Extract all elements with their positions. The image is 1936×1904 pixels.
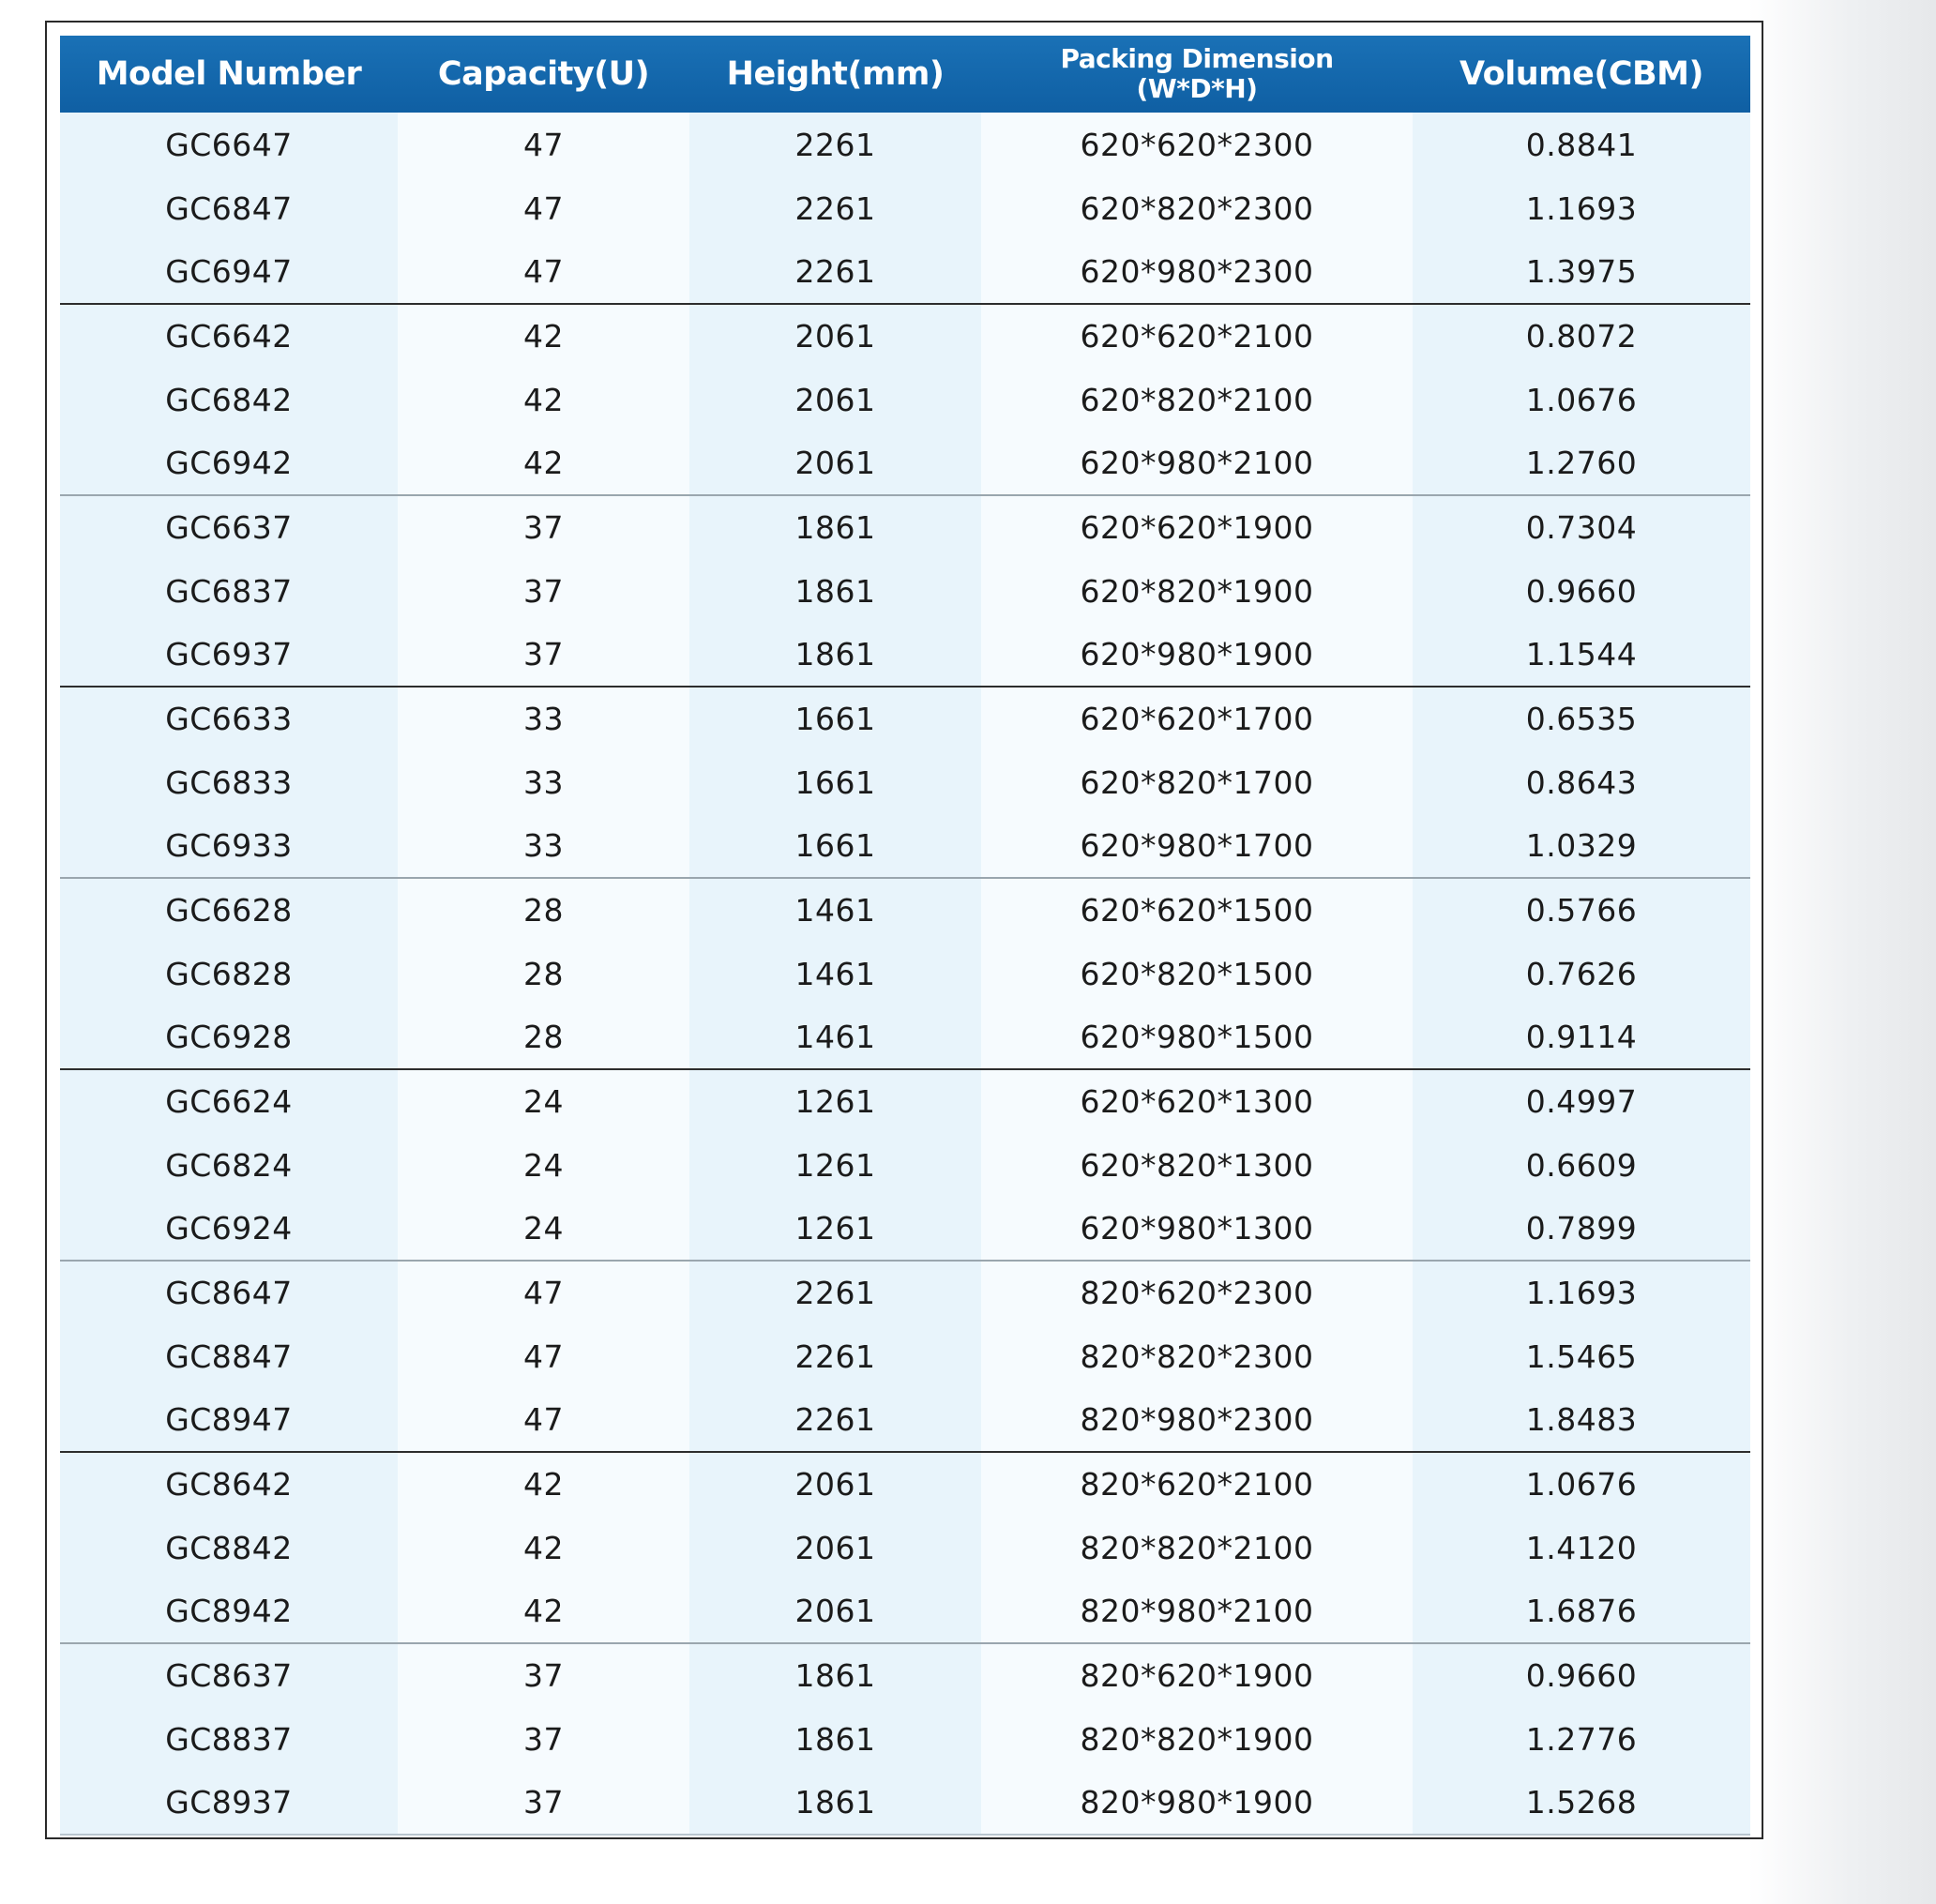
cell-height: 1861 [689,1771,981,1835]
cell-capacity: 37 [398,1707,689,1771]
cell-height: 2061 [689,1516,981,1579]
cell-capacity: 24 [398,1197,689,1261]
cell-height: 2061 [689,304,981,368]
cell-volume: 1.2760 [1413,431,1750,495]
cell-height: 1461 [689,878,981,942]
cell-height: 2061 [689,1452,981,1516]
cell-capacity: 42 [398,1452,689,1516]
cell-volume: 0.7304 [1413,495,1750,559]
cell-height: 2261 [689,240,981,304]
cell-model-number: GC8837 [60,1707,398,1771]
cell-height: 1661 [689,814,981,878]
cell-volume: 0.9660 [1413,1643,1750,1707]
cell-height: 1261 [689,1133,981,1197]
table-row [60,942,1750,1005]
cell-volume: 1.3975 [1413,240,1750,304]
cell-packing-dimension: 620*980*1900 [981,623,1413,687]
cell-model-number: GC6824 [60,1133,398,1197]
table-row [60,1516,1750,1579]
cell-height: 2261 [689,113,981,176]
cell-height: 1461 [689,1005,981,1069]
cell-capacity: 47 [398,1388,689,1452]
table-row [60,1388,1750,1452]
cell-volume: 0.6535 [1413,687,1750,750]
cell-capacity: 28 [398,1005,689,1069]
cell-capacity: 24 [398,1069,689,1133]
table-row [60,559,1750,623]
cell-capacity: 37 [398,1771,689,1835]
cell-packing-dimension: 820*820*2300 [981,1324,1413,1388]
table-body [60,113,1750,1835]
table-row [60,1324,1750,1388]
cell-model-number: GC6933 [60,814,398,878]
cell-capacity: 42 [398,1579,689,1643]
cell-model-number: GC6624 [60,1069,398,1133]
table-row [60,1707,1750,1771]
cell-model-number: GC6847 [60,176,398,240]
spec-table-wrapper [60,36,1750,1836]
cell-packing-dimension: 620*820*2100 [981,368,1413,431]
cell-volume: 1.8483 [1413,1388,1750,1452]
cell-capacity: 28 [398,878,689,942]
cell-capacity: 47 [398,1261,689,1324]
cell-packing-dimension: 620*820*1700 [981,750,1413,814]
header-packing-dimension-sub: (W*D*H) [1136,73,1258,104]
header-capacity: Capacity(U) [437,55,650,93]
cell-packing-dimension: 620*620*1500 [981,878,1413,942]
table-row [60,1579,1750,1643]
table-row [60,1069,1750,1133]
cell-capacity: 47 [398,240,689,304]
header-model-number: Model Number [96,55,362,93]
cell-volume: 1.5268 [1413,1771,1750,1835]
cell-model-number: GC8942 [60,1579,398,1643]
cell-model-number: GC6633 [60,687,398,750]
cell-packing-dimension: 620*980*2100 [981,431,1413,495]
cell-packing-dimension: 620*980*2300 [981,240,1413,304]
cell-model-number: GC6942 [60,431,398,495]
table-row [60,368,1750,431]
table-row [60,1452,1750,1516]
cell-packing-dimension: 620*620*1700 [981,687,1413,750]
cell-model-number: GC6828 [60,942,398,1005]
cell-capacity: 42 [398,1516,689,1579]
cell-capacity: 37 [398,1643,689,1707]
cell-height: 2261 [689,1388,981,1452]
cell-packing-dimension: 820*620*1900 [981,1643,1413,1707]
cell-volume: 1.0676 [1413,1452,1750,1516]
cell-capacity: 42 [398,304,689,368]
cell-height: 2061 [689,1579,981,1643]
header-packing-dimension-label: Packing Dimension [1060,43,1334,74]
cell-model-number: GC8937 [60,1771,398,1835]
cell-packing-dimension: 820*620*2100 [981,1452,1413,1516]
table-row [60,113,1750,176]
cell-model-number: GC6947 [60,240,398,304]
cell-packing-dimension: 620*980*1700 [981,814,1413,878]
cell-volume: 1.0329 [1413,814,1750,878]
cell-height: 1861 [689,1707,981,1771]
cell-packing-dimension: 820*820*1900 [981,1707,1413,1771]
cell-volume: 1.6876 [1413,1579,1750,1643]
cell-volume: 0.5766 [1413,878,1750,942]
cell-model-number: GC6842 [60,368,398,431]
cell-height: 1861 [689,623,981,687]
cell-packing-dimension: 820*820*2100 [981,1516,1413,1579]
cell-capacity: 37 [398,495,689,559]
header-row [60,36,1750,113]
cell-capacity: 33 [398,814,689,878]
cell-model-number: GC6937 [60,623,398,687]
cell-packing-dimension: 620*820*1500 [981,942,1413,1005]
table-row [60,878,1750,942]
table-row [60,1261,1750,1324]
cell-volume: 0.6609 [1413,1133,1750,1197]
cell-model-number: GC6928 [60,1005,398,1069]
cell-volume: 1.1693 [1413,1261,1750,1324]
cell-volume: 1.4120 [1413,1516,1750,1579]
header-height: Height(mm) [726,55,945,93]
cell-height: 1661 [689,750,981,814]
cell-packing-dimension: 820*620*2300 [981,1261,1413,1324]
cell-model-number: GC6924 [60,1197,398,1261]
cell-model-number: GC8647 [60,1261,398,1324]
cell-capacity: 47 [398,113,689,176]
cell-packing-dimension: 620*980*1300 [981,1197,1413,1261]
cell-packing-dimension: 620*820*1300 [981,1133,1413,1197]
cell-height: 1261 [689,1197,981,1261]
cell-volume: 1.5465 [1413,1324,1750,1388]
table-row [60,1197,1750,1261]
cell-model-number: GC6647 [60,113,398,176]
cell-packing-dimension: 820*980*2300 [981,1388,1413,1452]
cell-height: 1861 [689,1643,981,1707]
cell-volume: 0.8072 [1413,304,1750,368]
cell-height: 1461 [689,942,981,1005]
cell-volume: 0.7626 [1413,942,1750,1005]
table-row [60,1643,1750,1707]
cell-volume: 0.8841 [1413,113,1750,176]
cell-packing-dimension: 620*820*2300 [981,176,1413,240]
cell-height: 2261 [689,176,981,240]
cell-height: 1861 [689,559,981,623]
table-row [60,176,1750,240]
cell-packing-dimension: 820*980*1900 [981,1771,1413,1835]
cell-packing-dimension: 620*620*1900 [981,495,1413,559]
cell-capacity: 47 [398,176,689,240]
cell-height: 2261 [689,1261,981,1324]
table-row [60,240,1750,304]
header-packing-dimension [981,36,1413,113]
cell-volume: 0.9660 [1413,559,1750,623]
cell-model-number: GC8842 [60,1516,398,1579]
cell-volume: 0.9114 [1413,1005,1750,1069]
cell-packing-dimension: 620*980*1500 [981,1005,1413,1069]
cell-packing-dimension: 620*620*2300 [981,113,1413,176]
cell-capacity: 42 [398,368,689,431]
table-row [60,431,1750,495]
table-row [60,304,1750,368]
table-row [60,495,1750,559]
cell-capacity: 37 [398,559,689,623]
cell-volume: 1.2776 [1413,1707,1750,1771]
cell-height: 2061 [689,368,981,431]
table-row [60,1771,1750,1835]
header-volume: Volume(CBM) [1459,55,1704,93]
cell-model-number: GC8637 [60,1643,398,1707]
table-row [60,623,1750,687]
cell-volume: 1.1544 [1413,623,1750,687]
table-row [60,1133,1750,1197]
cell-packing-dimension: 620*620*1300 [981,1069,1413,1133]
cell-model-number: GC6628 [60,878,398,942]
cell-volume: 1.1693 [1413,176,1750,240]
cell-capacity: 42 [398,431,689,495]
cell-capacity: 28 [398,942,689,1005]
cell-capacity: 33 [398,687,689,750]
cell-height: 1261 [689,1069,981,1133]
table-row [60,750,1750,814]
cell-volume: 0.7899 [1413,1197,1750,1261]
cell-model-number: GC8947 [60,1388,398,1452]
cell-height: 2061 [689,431,981,495]
cell-packing-dimension: 620*620*2100 [981,304,1413,368]
cell-packing-dimension: 620*820*1900 [981,559,1413,623]
cell-model-number: GC6833 [60,750,398,814]
cell-height: 1661 [689,687,981,750]
spec-table [60,36,1750,1836]
cell-height: 1861 [689,495,981,559]
cell-model-number: GC8642 [60,1452,398,1516]
cell-height: 2261 [689,1324,981,1388]
cell-model-number: GC8847 [60,1324,398,1388]
table-row [60,814,1750,878]
cell-model-number: GC6637 [60,495,398,559]
table-row [60,1005,1750,1069]
cell-volume: 0.4997 [1413,1069,1750,1133]
cell-model-number: GC6837 [60,559,398,623]
cell-volume: 1.0676 [1413,368,1750,431]
cell-packing-dimension: 820*980*2100 [981,1579,1413,1643]
cell-capacity: 47 [398,1324,689,1388]
cell-capacity: 33 [398,750,689,814]
cell-volume: 0.8643 [1413,750,1750,814]
cell-model-number: GC6642 [60,304,398,368]
page-glare [1748,0,1936,1904]
cell-capacity: 37 [398,623,689,687]
table-row [60,687,1750,750]
table-header [60,36,1750,113]
cell-capacity: 24 [398,1133,689,1197]
